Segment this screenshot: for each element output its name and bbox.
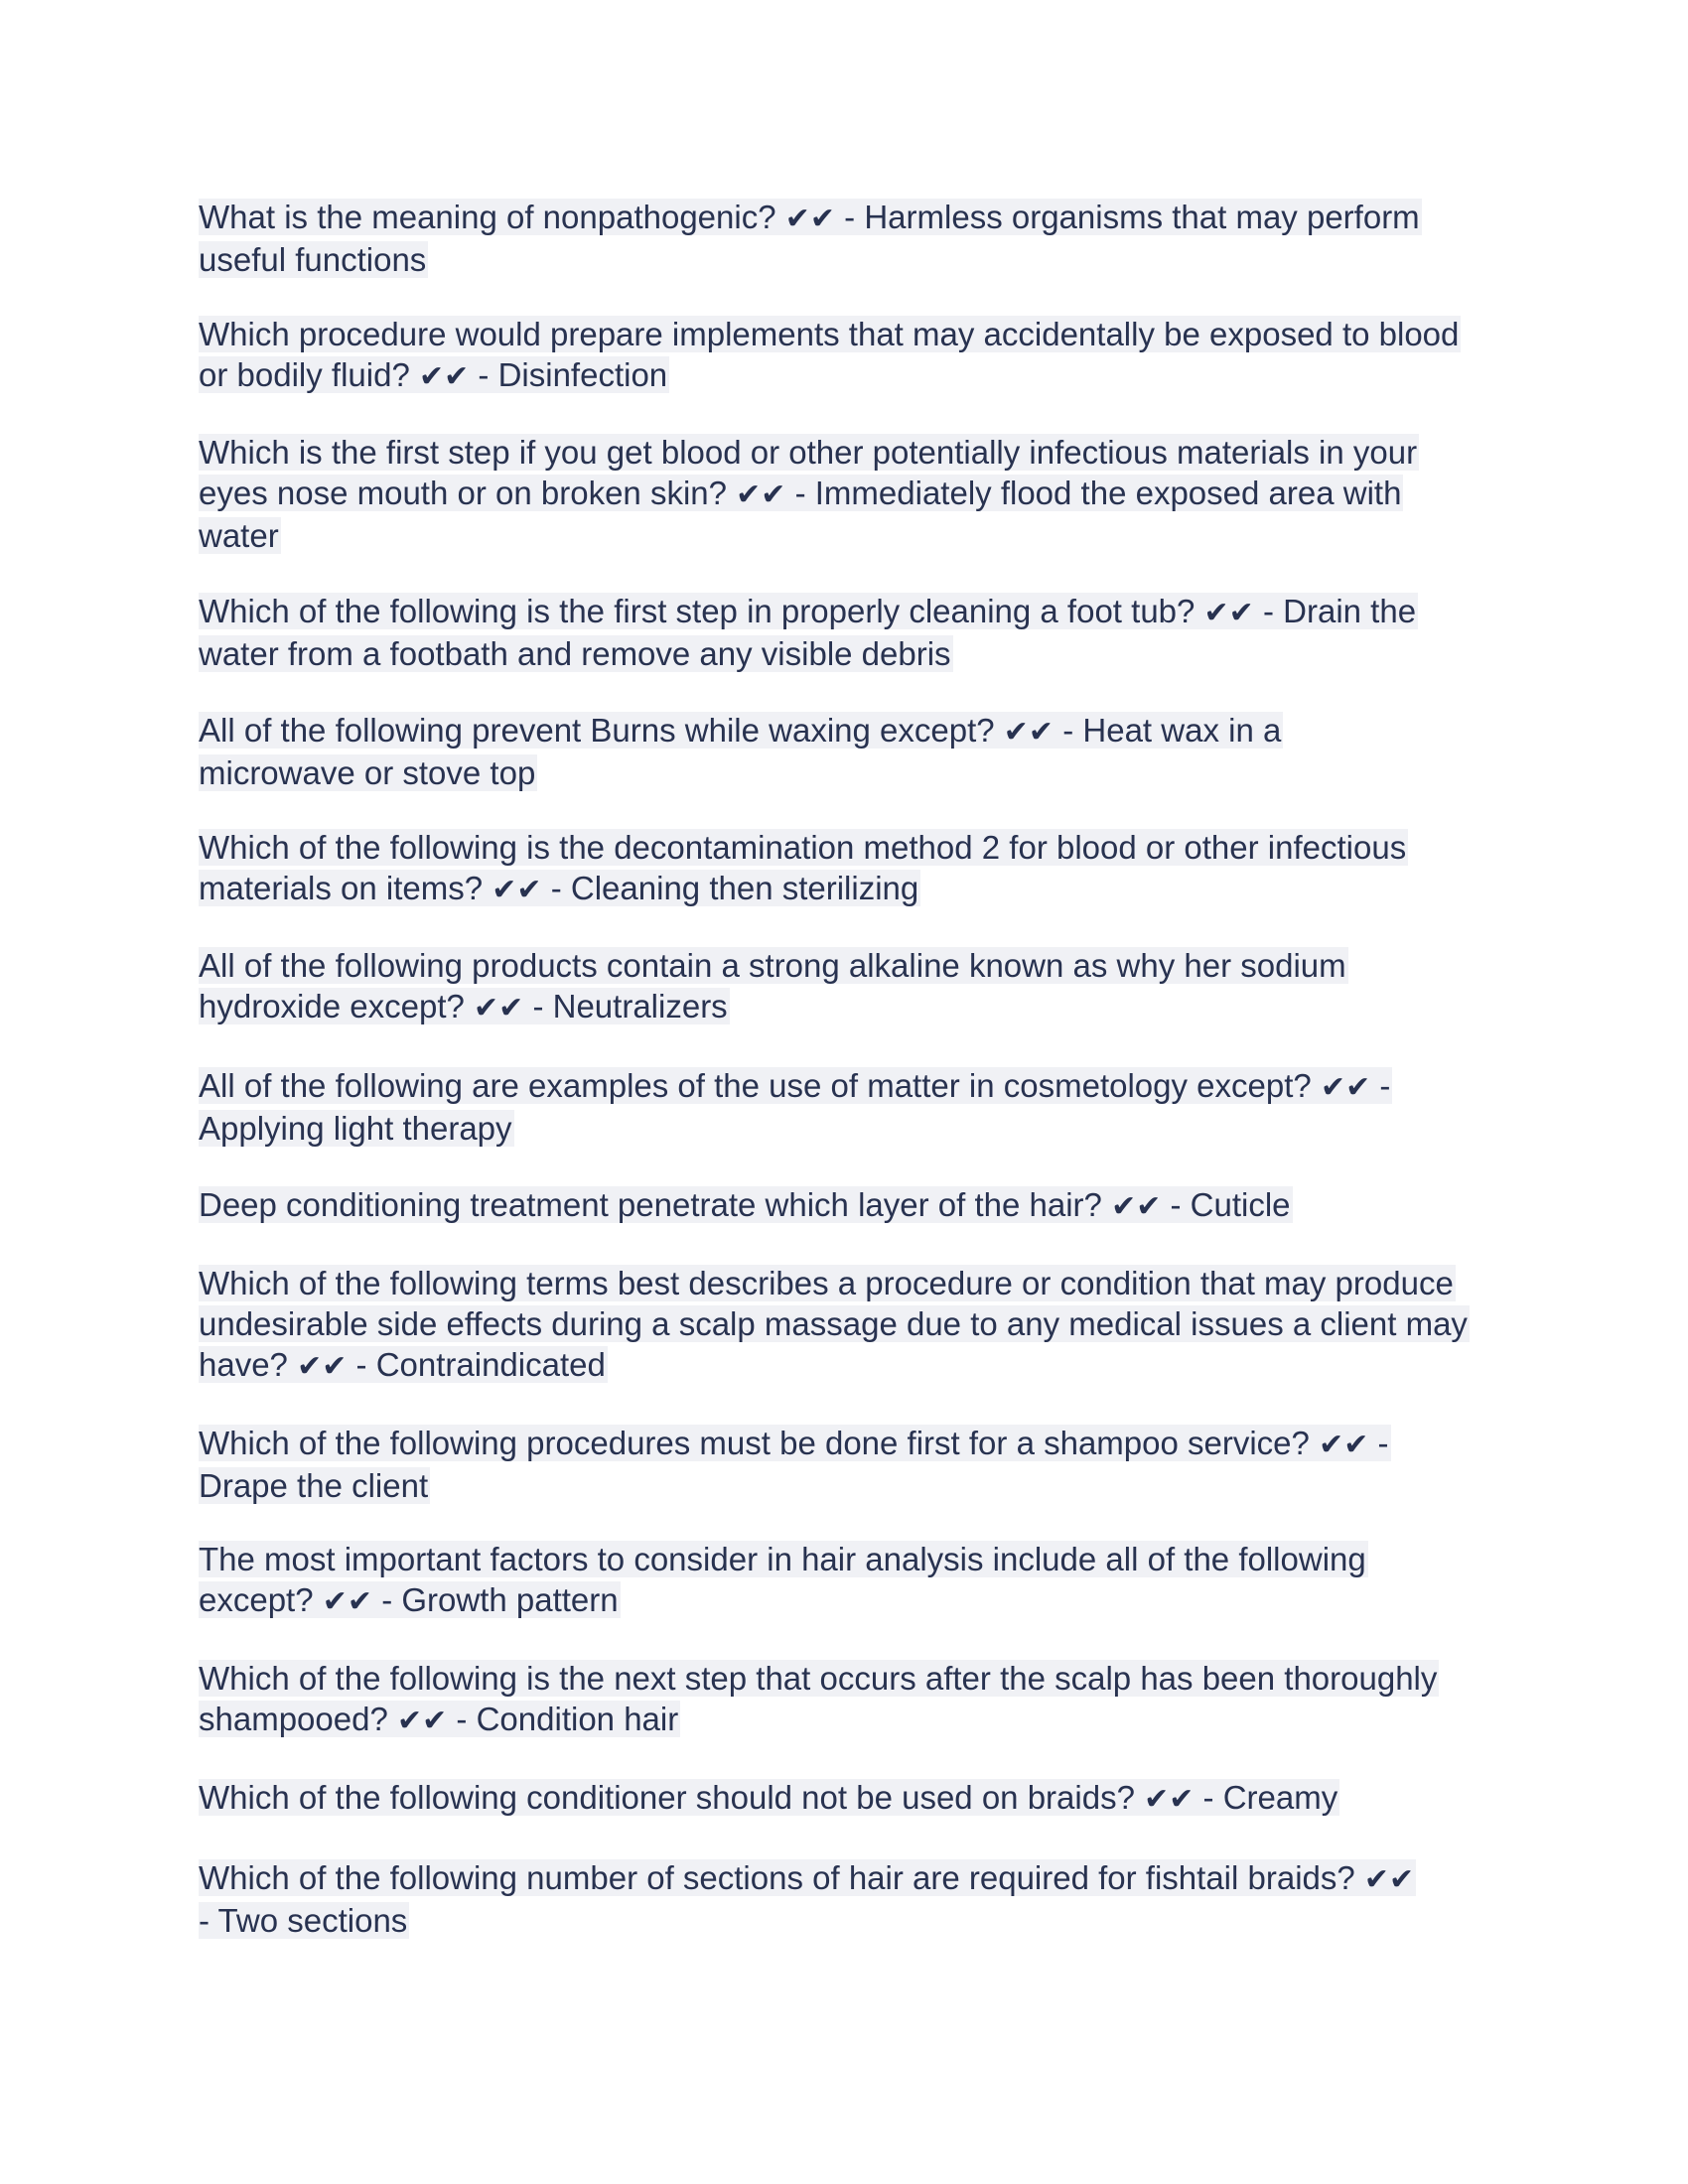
qa-line: Applying light therapy — [199, 1110, 512, 1147]
check-mark-icon: ✔✔ — [1319, 1428, 1369, 1462]
qa-line: or bodily fluid? ✔✔ - Disinfection — [199, 356, 668, 394]
qa-line: The most important factors to consider in hair analysis include all of the following — [199, 1541, 1366, 1577]
qa-item — [199, 197, 1489, 280]
qa-item — [199, 314, 1489, 397]
qa-line: shampooed? ✔✔ - Condition hair — [199, 1701, 679, 1738]
qa-line: Which procedure would prepare implements that may accidentally be exposed to blood — [199, 316, 1460, 352]
check-mark-icon: ✔✔ — [1363, 1862, 1415, 1897]
check-mark-icon: ✔✔ — [418, 359, 470, 394]
qa-line: water — [199, 517, 279, 554]
qa-line: Which is the first step if you get blood or other potentially infectious materials in your — [199, 434, 1418, 471]
qa-line: Drape the client — [199, 1467, 429, 1504]
qa-item — [199, 1184, 1489, 1227]
qa-line: except? ✔✔ - Growth pattern — [199, 1581, 619, 1619]
qa-line: Which of the following is the next step that occurs after the scalp has been thoroughly — [199, 1660, 1438, 1697]
qa-line: - Two sections — [199, 1902, 408, 1939]
qa-line: undesirable side effects during a scalp massage due to any medical issues a client may — [199, 1305, 1468, 1342]
qa-line: All of the following are examples of the use of matter in cosmetology except? ✔✔ - — [199, 1067, 1391, 1105]
qa-line: Deep conditioning treatment penetrate which layer of the hair? ✔✔ - Cuticle — [199, 1186, 1291, 1224]
qa-item — [199, 1539, 1489, 1622]
qa-item — [199, 827, 1489, 910]
qa-line: Which of the following is the decontamination method 2 for blood or other infectious — [199, 829, 1407, 866]
qa-line: useful functions — [199, 241, 427, 278]
qa-item — [199, 1658, 1489, 1741]
check-mark-icon: ✔✔ — [736, 478, 786, 512]
check-mark-icon: ✔✔ — [1003, 715, 1055, 750]
qa-item — [199, 710, 1489, 793]
qa-item — [199, 1065, 1489, 1149]
qa-item — [199, 432, 1489, 556]
check-mark-icon: ✔✔ — [1320, 1070, 1371, 1105]
qa-item — [199, 945, 1489, 1028]
check-mark-icon: ✔✔ — [297, 1349, 348, 1384]
qa-line: What is the meaning of nonpathogenic? ✔✔ - Harmless organisms that may perform — [199, 199, 1420, 236]
qa-item — [199, 591, 1489, 674]
qa-line: microwave or stove top — [199, 754, 536, 791]
qa-line: eyes nose mouth or on broken skin? ✔✔ - Immediately flood the exposed area with — [199, 475, 1402, 512]
qa-line: hydroxide except? ✔✔ - Neutralizers — [199, 988, 728, 1025]
qa-line: Which of the following is the first step in properly cleaning a foot tub? ✔✔ - Drain the — [199, 593, 1417, 630]
qa-item — [199, 1263, 1489, 1387]
qa-line: materials on items? ✔✔ - Cleaning then sterilizing — [199, 870, 919, 907]
qa-line: All of the following prevent Burns while waxing except? ✔✔ - Heat wax in a — [199, 712, 1282, 750]
qa-line: All of the following products contain a strong alkaline known as why her sodium — [199, 947, 1346, 984]
qa-line: Which of the following number of sections of hair are required for fishtail braids? ✔✔ — [199, 1859, 1415, 1897]
check-mark-icon: ✔✔ — [1111, 1189, 1162, 1224]
check-mark-icon: ✔✔ — [1203, 596, 1254, 630]
qa-line: Which of the following terms best describes a procedure or condition that may produce — [199, 1265, 1454, 1301]
qa-item — [199, 1857, 1489, 1941]
check-mark-icon: ✔✔ — [784, 202, 836, 236]
check-mark-icon: ✔✔ — [322, 1584, 373, 1619]
check-mark-icon: ✔✔ — [492, 873, 542, 907]
qa-line: Which of the following procedures must be done first for a shampoo service? ✔✔ - — [199, 1425, 1389, 1462]
check-mark-icon: ✔✔ — [474, 991, 524, 1025]
qa-line: Which of the following conditioner should not be used on braids? ✔✔ - Creamy — [199, 1779, 1338, 1817]
check-mark-icon: ✔✔ — [396, 1704, 448, 1738]
qa-line: water from a footbath and remove any visible debris — [199, 635, 951, 672]
qa-item — [199, 1423, 1489, 1506]
qa-item — [199, 1777, 1489, 1820]
check-mark-icon: ✔✔ — [1144, 1782, 1195, 1817]
qa-line: have? ✔✔ - Contraindicated — [199, 1346, 606, 1384]
